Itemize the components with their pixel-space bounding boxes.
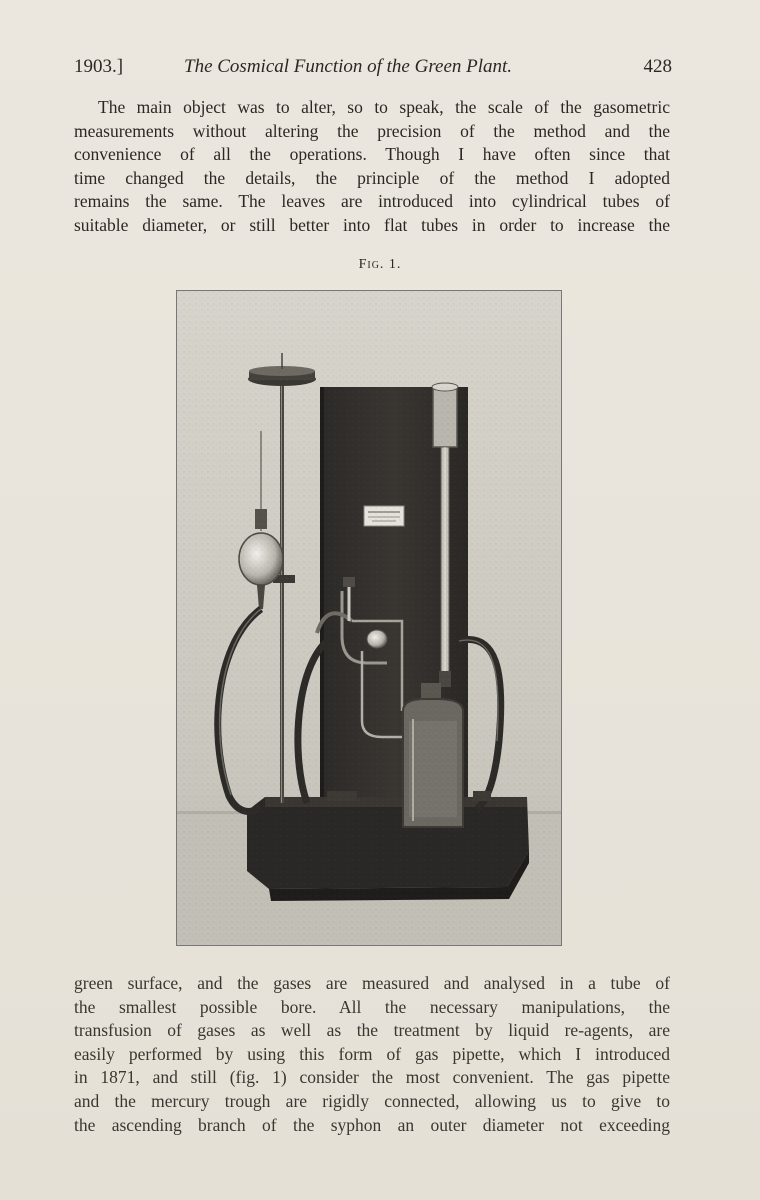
text-line: suitable diameter, or still better into flat tubes in order to increase the [74, 214, 670, 235]
gas-apparatus-photo [177, 291, 561, 945]
text-line: and the mercury trough are rigidly connected, allowing us to give to [74, 1090, 670, 1111]
paragraph-top [74, 96, 670, 238]
text-line: remains the same. The leaves are introduced into cylindrical tubes of [74, 191, 670, 212]
figure-photograph [176, 290, 562, 946]
text-line: transfusion of gases as well as the treatment by liquid re-agents, are [74, 1020, 670, 1041]
text-line: in 1871, and still (fig. 1) consider the most convenient. The gas pipette [74, 1067, 670, 1088]
paragraph-bottom [74, 972, 670, 1137]
header-running-title: The Cosmical Function of the Green Plant. [184, 56, 513, 77]
running-header [74, 56, 672, 86]
text-line: easily performed by using this form of gas pipette, which I introduced [74, 1043, 670, 1064]
text-line: convenience of all the operations. Though I have often since that [74, 144, 670, 165]
header-page-number: 428 [643, 56, 672, 77]
text-line: time changed the details, the principle of the method I adopted [74, 167, 670, 188]
text-line: measurements without altering the precision of the method and the [74, 120, 670, 141]
text-line: the ascending branch of the syphon an outer diameter not exceeding [74, 1114, 670, 1135]
text-line: the smallest possible bore. All the necessary manipulations, the [74, 996, 670, 1017]
header-year: 1903.] [74, 56, 124, 77]
text-line: The main object was to alter, so to speak, the scale of the gasometric [98, 97, 670, 117]
figure-label-text: Fig. 1. [358, 257, 402, 272]
figure-label [0, 257, 760, 273]
text-line: green surface, and the gases are measured and analysed in a tube of [74, 973, 670, 993]
